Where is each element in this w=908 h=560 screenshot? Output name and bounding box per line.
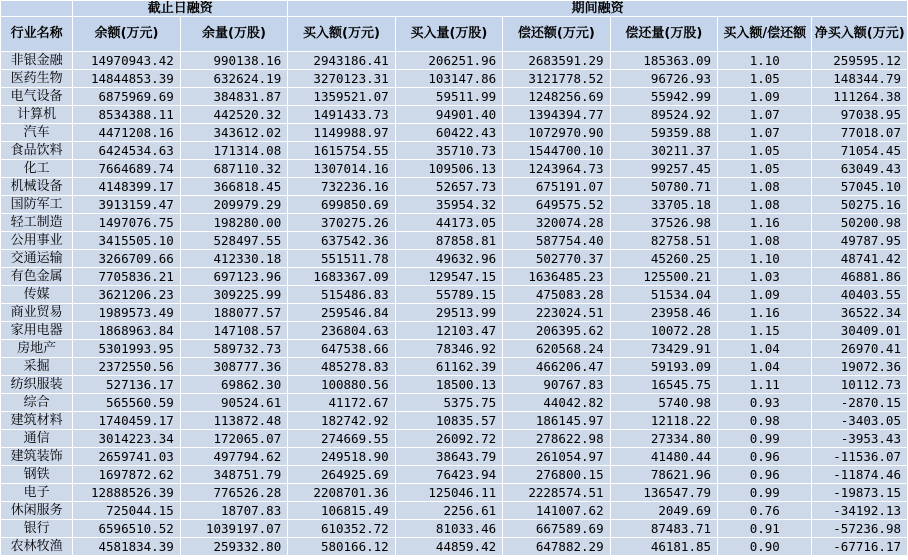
repay-amount-cell: 186145.97 (503, 412, 610, 430)
repay-amount-cell: 1072970.90 (503, 124, 610, 142)
repay-volume-cell: 5740.98 (610, 394, 717, 412)
ratio-cell: 0.96 (718, 448, 812, 466)
net-buy-cell: 49787.95 (812, 232, 908, 250)
balance-cell: 3621206.23 (73, 286, 180, 304)
table-row (1, 394, 908, 412)
buy-amount-cell: 1359521.07 (288, 88, 395, 106)
buy-volume-cell: 87858.81 (395, 232, 502, 250)
ratio-cell: 1.15 (718, 322, 812, 340)
net-buy-cell: 19072.36 (812, 358, 908, 376)
buy-volume-cell: 18500.13 (395, 376, 502, 394)
repay-volume-cell: 87483.71 (610, 520, 717, 538)
buy-volume-cell: 81033.46 (395, 520, 502, 538)
balance-shares-cell: 309225.99 (180, 286, 287, 304)
industry-cell: 建筑装饰 (1, 448, 73, 466)
industry-cell: 通信 (1, 430, 73, 448)
net-buy-cell: 97038.95 (812, 106, 908, 124)
ratio-cell: 0.90 (718, 538, 812, 556)
repay-amount-cell: 278622.98 (503, 430, 610, 448)
repay-volume-cell: 12118.22 (610, 412, 717, 430)
balance-cell: 3415505.10 (73, 232, 180, 250)
ratio-cell: 0.76 (718, 502, 812, 520)
ratio-cell: 0.93 (718, 394, 812, 412)
table-row (1, 340, 908, 358)
table-body (1, 52, 908, 556)
ratio-cell: 1.05 (718, 160, 812, 178)
net-buy-cell: 259595.12 (812, 52, 908, 70)
header-buy-volume: 买入量(万股) (395, 17, 502, 52)
buy-volume-cell: 26092.72 (395, 430, 502, 448)
buy-volume-cell: 12103.47 (395, 322, 502, 340)
buy-amount-cell: 647538.66 (288, 340, 395, 358)
buy-amount-cell: 580166.12 (288, 538, 395, 556)
repay-amount-cell: 1544700.10 (503, 142, 610, 160)
table-row (1, 160, 908, 178)
repay-volume-cell: 99257.45 (610, 160, 717, 178)
ratio-cell: 0.99 (718, 484, 812, 502)
table-row (1, 196, 908, 214)
buy-volume-cell: 61162.39 (395, 358, 502, 376)
repay-amount-cell: 620568.24 (503, 340, 610, 358)
buy-amount-cell: 2943186.41 (288, 52, 395, 70)
table-row (1, 178, 908, 196)
net-buy-cell: 50200.98 (812, 214, 908, 232)
ratio-cell: 1.10 (718, 52, 812, 70)
net-buy-cell: -67716.17 (812, 538, 908, 556)
header-net-buy: 净买入额(万元) (812, 17, 908, 52)
buy-amount-cell: 1615754.55 (288, 142, 395, 160)
repay-amount-cell: 1394394.77 (503, 106, 610, 124)
buy-amount-cell: 1683367.09 (288, 268, 395, 286)
buy-amount-cell: 3270123.31 (288, 70, 395, 88)
repay-volume-cell: 16545.75 (610, 376, 717, 394)
buy-amount-cell: 264925.69 (288, 466, 395, 484)
repay-volume-cell: 45260.25 (610, 250, 717, 268)
table-row (1, 376, 908, 394)
table-row (1, 214, 908, 232)
industry-cell: 计算机 (1, 106, 73, 124)
buy-volume-cell: 55789.15 (395, 286, 502, 304)
balance-cell: 725044.15 (73, 502, 180, 520)
header-balance-shares: 余量(万股) (180, 17, 287, 52)
repay-volume-cell: 89524.92 (610, 106, 717, 124)
industry-cell: 食品饮料 (1, 142, 73, 160)
header-buy-amount: 买入额(万元) (288, 17, 395, 52)
table-row (1, 304, 908, 322)
buy-amount-cell: 100880.56 (288, 376, 395, 394)
balance-shares-cell: 697123.96 (180, 268, 287, 286)
balance-cell: 1497076.75 (73, 214, 180, 232)
balance-cell: 527136.17 (73, 376, 180, 394)
buy-amount-cell: 699850.69 (288, 196, 395, 214)
balance-shares-cell: 632624.19 (180, 70, 287, 88)
industry-cell: 机械设备 (1, 178, 73, 196)
buy-volume-cell: 125046.11 (395, 484, 502, 502)
table-row (1, 538, 908, 556)
net-buy-cell: -19873.15 (812, 484, 908, 502)
repay-amount-cell: 44042.82 (503, 394, 610, 412)
buy-amount-cell: 1491433.73 (288, 106, 395, 124)
ratio-cell: 1.16 (718, 214, 812, 232)
industry-cell: 公用事业 (1, 232, 73, 250)
buy-volume-cell: 76423.94 (395, 466, 502, 484)
repay-amount-cell: 1248256.69 (503, 88, 610, 106)
ratio-cell: 1.11 (718, 376, 812, 394)
industry-cell: 汽车 (1, 124, 73, 142)
buy-volume-cell: 5375.75 (395, 394, 502, 412)
buy-volume-cell: 52657.73 (395, 178, 502, 196)
repay-volume-cell: 59193.09 (610, 358, 717, 376)
buy-amount-cell: 236804.63 (288, 322, 395, 340)
repay-amount-cell: 90767.83 (503, 376, 610, 394)
net-buy-cell: -34192.13 (812, 502, 908, 520)
table-row (1, 52, 908, 70)
balance-cell: 1740459.17 (73, 412, 180, 430)
buy-volume-cell: 109506.13 (395, 160, 502, 178)
header-repay-amount: 偿还额(万元) (503, 17, 610, 52)
repay-amount-cell: 2683591.29 (503, 52, 610, 70)
balance-cell: 4471208.16 (73, 124, 180, 142)
balance-shares-cell: 497794.62 (180, 448, 287, 466)
buy-volume-cell: 29513.99 (395, 304, 502, 322)
buy-amount-cell: 106815.49 (288, 502, 395, 520)
buy-volume-cell: 49632.96 (395, 250, 502, 268)
buy-volume-cell: 103147.86 (395, 70, 502, 88)
buy-volume-cell: 78346.92 (395, 340, 502, 358)
buy-volume-cell: 44859.42 (395, 538, 502, 556)
repay-volume-cell: 46181.85 (610, 538, 717, 556)
buy-amount-cell: 274669.55 (288, 430, 395, 448)
industry-cell: 有色金属 (1, 268, 73, 286)
buy-amount-cell: 637542.36 (288, 232, 395, 250)
ratio-cell: 0.91 (718, 520, 812, 538)
net-buy-cell: 10112.73 (812, 376, 908, 394)
buy-amount-cell: 485278.83 (288, 358, 395, 376)
balance-shares-cell: 412330.18 (180, 250, 287, 268)
net-buy-cell: 77018.07 (812, 124, 908, 142)
balance-cell: 565560.59 (73, 394, 180, 412)
buy-amount-cell: 182742.92 (288, 412, 395, 430)
buy-volume-cell: 206251.96 (395, 52, 502, 70)
balance-cell: 3014223.34 (73, 430, 180, 448)
buy-volume-cell: 35710.73 (395, 142, 502, 160)
repay-amount-cell: 261054.97 (503, 448, 610, 466)
industry-cell: 综合 (1, 394, 73, 412)
buy-amount-cell: 370275.26 (288, 214, 395, 232)
buy-amount-cell: 732236.16 (288, 178, 395, 196)
balance-cell: 14844853.39 (73, 70, 180, 88)
buy-amount-cell: 259546.84 (288, 304, 395, 322)
repay-volume-cell: 59359.88 (610, 124, 717, 142)
industry-cell: 电气设备 (1, 88, 73, 106)
header-group-period: 期间融资 (288, 1, 908, 17)
net-buy-cell: 111264.38 (812, 88, 908, 106)
balance-cell: 2659741.03 (73, 448, 180, 466)
table-row (1, 466, 908, 484)
repay-volume-cell: 10072.28 (610, 322, 717, 340)
repay-volume-cell: 82758.51 (610, 232, 717, 250)
net-buy-cell: 48741.42 (812, 250, 908, 268)
industry-cell: 交通运输 (1, 250, 73, 268)
industry-cell: 家用电器 (1, 322, 73, 340)
net-buy-cell: -11536.07 (812, 448, 908, 466)
header-blank-cell (1, 1, 73, 17)
balance-shares-cell: 147108.57 (180, 322, 287, 340)
balance-cell: 14970943.42 (73, 52, 180, 70)
buy-amount-cell: 1149988.97 (288, 124, 395, 142)
buy-volume-cell: 10835.57 (395, 412, 502, 430)
balance-shares-cell: 384831.87 (180, 88, 287, 106)
table-row (1, 70, 908, 88)
balance-shares-cell: 172065.07 (180, 430, 287, 448)
repay-volume-cell: 125500.21 (610, 268, 717, 286)
table-row (1, 88, 908, 106)
table-row (1, 412, 908, 430)
net-buy-cell: 46881.86 (812, 268, 908, 286)
header-industry: 行业名称 (1, 17, 73, 52)
repay-volume-cell: 27334.80 (610, 430, 717, 448)
table-row (1, 430, 908, 448)
table-row (1, 250, 908, 268)
repay-amount-cell: 320074.28 (503, 214, 610, 232)
industry-cell: 纺织服装 (1, 376, 73, 394)
balance-shares-cell: 308777.36 (180, 358, 287, 376)
net-buy-cell: 57045.10 (812, 178, 908, 196)
repay-amount-cell: 2228574.51 (503, 484, 610, 502)
repay-amount-cell: 206395.62 (503, 322, 610, 340)
industry-cell: 农林牧渔 (1, 538, 73, 556)
balance-shares-cell: 589732.73 (180, 340, 287, 358)
header-column-row (1, 17, 908, 52)
buy-amount-cell: 515486.83 (288, 286, 395, 304)
repay-volume-cell: 23958.46 (610, 304, 717, 322)
industry-cell: 房地产 (1, 340, 73, 358)
net-buy-cell: -3953.43 (812, 430, 908, 448)
repay-amount-cell: 3121778.52 (503, 70, 610, 88)
balance-shares-cell: 113872.48 (180, 412, 287, 430)
buy-volume-cell: 94901.40 (395, 106, 502, 124)
repay-amount-cell: 502770.37 (503, 250, 610, 268)
balance-shares-cell: 348751.79 (180, 466, 287, 484)
ratio-cell: 1.07 (718, 106, 812, 124)
header-group-end: 截止日融资 (73, 1, 288, 17)
table-row (1, 124, 908, 142)
net-buy-cell: -57236.98 (812, 520, 908, 538)
buy-amount-cell: 2208701.36 (288, 484, 395, 502)
buy-amount-cell: 610352.72 (288, 520, 395, 538)
repay-volume-cell: 73429.91 (610, 340, 717, 358)
repay-volume-cell: 51534.04 (610, 286, 717, 304)
balance-shares-cell: 90524.61 (180, 394, 287, 412)
balance-cell: 1697872.62 (73, 466, 180, 484)
buy-volume-cell: 38643.79 (395, 448, 502, 466)
balance-shares-cell: 442520.32 (180, 106, 287, 124)
balance-cell: 5301993.95 (73, 340, 180, 358)
repay-amount-cell: 223024.51 (503, 304, 610, 322)
table-row (1, 106, 908, 124)
balance-shares-cell: 188077.57 (180, 304, 287, 322)
balance-shares-cell: 209979.29 (180, 196, 287, 214)
balance-shares-cell: 528497.55 (180, 232, 287, 250)
ratio-cell: 0.96 (718, 466, 812, 484)
buy-volume-cell: 35954.32 (395, 196, 502, 214)
table-row (1, 142, 908, 160)
repay-amount-cell: 1636485.23 (503, 268, 610, 286)
balance-cell: 3266709.66 (73, 250, 180, 268)
net-buy-cell: 71054.45 (812, 142, 908, 160)
header-group-row (1, 1, 908, 17)
repay-amount-cell: 141007.62 (503, 502, 610, 520)
balance-shares-cell: 990138.16 (180, 52, 287, 70)
repay-amount-cell: 649575.52 (503, 196, 610, 214)
repay-volume-cell: 41480.44 (610, 448, 717, 466)
table-row (1, 322, 908, 340)
balance-cell: 12888526.39 (73, 484, 180, 502)
table-row (1, 232, 908, 250)
repay-amount-cell: 647882.29 (503, 538, 610, 556)
repay-volume-cell: 78621.96 (610, 466, 717, 484)
balance-cell: 4148399.17 (73, 178, 180, 196)
table-row (1, 484, 908, 502)
balance-shares-cell: 366818.45 (180, 178, 287, 196)
balance-cell: 6424534.63 (73, 142, 180, 160)
repay-amount-cell: 667589.69 (503, 520, 610, 538)
industry-cell: 银行 (1, 520, 73, 538)
ratio-cell: 1.09 (718, 88, 812, 106)
ratio-cell: 1.04 (718, 340, 812, 358)
net-buy-cell: 63049.43 (812, 160, 908, 178)
balance-shares-cell: 687110.32 (180, 160, 287, 178)
table-row (1, 358, 908, 376)
repay-amount-cell: 1243964.73 (503, 160, 610, 178)
industry-cell: 钢铁 (1, 466, 73, 484)
buy-volume-cell: 129547.15 (395, 268, 502, 286)
balance-cell: 8534388.11 (73, 106, 180, 124)
balance-cell: 7705836.21 (73, 268, 180, 286)
buy-volume-cell: 44173.05 (395, 214, 502, 232)
industry-cell: 化工 (1, 160, 73, 178)
repay-volume-cell: 33705.18 (610, 196, 717, 214)
balance-cell: 3913159.47 (73, 196, 180, 214)
header-repay-volume: 偿还量(万股) (610, 17, 717, 52)
buy-amount-cell: 1307014.16 (288, 160, 395, 178)
repay-volume-cell: 55942.99 (610, 88, 717, 106)
repay-amount-cell: 475083.28 (503, 286, 610, 304)
industry-cell: 休闲服务 (1, 502, 73, 520)
ratio-cell: 1.07 (718, 124, 812, 142)
ratio-cell: 1.05 (718, 142, 812, 160)
net-buy-cell: 50275.16 (812, 196, 908, 214)
buy-amount-cell: 41172.67 (288, 394, 395, 412)
balance-cell: 6875969.69 (73, 88, 180, 106)
ratio-cell: 1.04 (718, 358, 812, 376)
ratio-cell: 1.05 (718, 70, 812, 88)
ratio-cell: 1.08 (718, 178, 812, 196)
table-row (1, 448, 908, 466)
net-buy-cell: 148344.79 (812, 70, 908, 88)
balance-cell: 2372550.56 (73, 358, 180, 376)
industry-cell: 传媒 (1, 286, 73, 304)
repay-volume-cell: 96726.93 (610, 70, 717, 88)
net-buy-cell: 26970.41 (812, 340, 908, 358)
balance-shares-cell: 343612.02 (180, 124, 287, 142)
balance-cell: 6596510.52 (73, 520, 180, 538)
ratio-cell: 1.03 (718, 268, 812, 286)
table-row (1, 520, 908, 538)
balance-shares-cell: 18707.83 (180, 502, 287, 520)
repay-volume-cell: 136547.79 (610, 484, 717, 502)
industry-cell: 国防军工 (1, 196, 73, 214)
ratio-cell: 1.08 (718, 232, 812, 250)
ratio-cell: 1.09 (718, 286, 812, 304)
balance-cell: 1868963.84 (73, 322, 180, 340)
industry-cell: 电子 (1, 484, 73, 502)
industry-cell: 非银金融 (1, 52, 73, 70)
repay-volume-cell: 2049.69 (610, 502, 717, 520)
repay-volume-cell: 185363.09 (610, 52, 717, 70)
net-buy-cell: -2870.15 (812, 394, 908, 412)
balance-cell: 1989573.49 (73, 304, 180, 322)
balance-shares-cell: 198280.00 (180, 214, 287, 232)
header-ratio: 买入额/偿还额 (718, 17, 812, 52)
ratio-cell: 0.99 (718, 430, 812, 448)
industry-cell: 轻工制造 (1, 214, 73, 232)
table-row (1, 502, 908, 520)
industry-cell: 采掘 (1, 358, 73, 376)
balance-shares-cell: 776526.28 (180, 484, 287, 502)
repay-volume-cell: 50780.71 (610, 178, 717, 196)
repay-amount-cell: 276800.15 (503, 466, 610, 484)
header-balance: 余额(万元) (73, 17, 180, 52)
ratio-cell: 1.08 (718, 196, 812, 214)
repay-amount-cell: 466206.47 (503, 358, 610, 376)
buy-amount-cell: 551511.78 (288, 250, 395, 268)
balance-shares-cell: 1039197.07 (180, 520, 287, 538)
buy-volume-cell: 60422.43 (395, 124, 502, 142)
buy-volume-cell: 2256.61 (395, 502, 502, 520)
table-row (1, 286, 908, 304)
net-buy-cell: 40403.55 (812, 286, 908, 304)
ratio-cell: 1.10 (718, 250, 812, 268)
buy-volume-cell: 59511.99 (395, 88, 502, 106)
balance-shares-cell: 69862.30 (180, 376, 287, 394)
table-row (1, 268, 908, 286)
repay-amount-cell: 587754.40 (503, 232, 610, 250)
balance-shares-cell: 259332.80 (180, 538, 287, 556)
ratio-cell: 0.98 (718, 412, 812, 430)
balance-cell: 4581834.39 (73, 538, 180, 556)
net-buy-cell: 36522.34 (812, 304, 908, 322)
buy-amount-cell: 249518.90 (288, 448, 395, 466)
balance-cell: 7664689.74 (73, 160, 180, 178)
industry-cell: 建筑材料 (1, 412, 73, 430)
industry-cell: 商业贸易 (1, 304, 73, 322)
net-buy-cell: -3403.05 (812, 412, 908, 430)
repay-volume-cell: 30211.37 (610, 142, 717, 160)
industry-cell: 医药生物 (1, 70, 73, 88)
ratio-cell: 1.16 (718, 304, 812, 322)
repay-amount-cell: 675191.07 (503, 178, 610, 196)
balance-shares-cell: 171314.08 (180, 142, 287, 160)
net-buy-cell: -11874.46 (812, 466, 908, 484)
net-buy-cell: 30409.01 (812, 322, 908, 340)
repay-volume-cell: 37526.98 (610, 214, 717, 232)
